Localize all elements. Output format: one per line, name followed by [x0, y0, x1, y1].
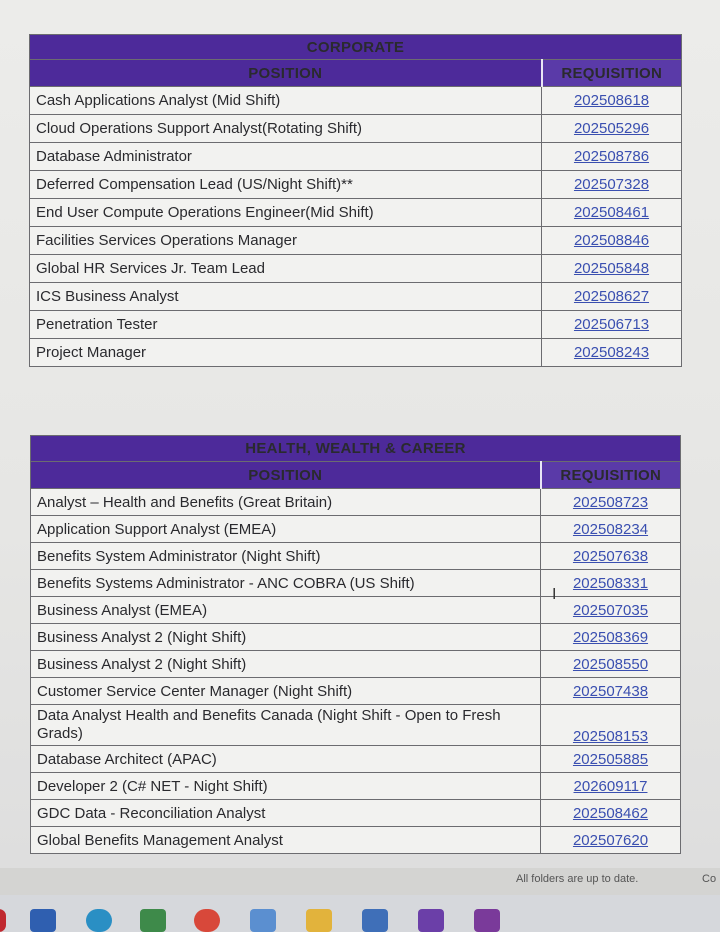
position-column-header: POSITION — [31, 462, 541, 489]
requisition-link[interactable]: 202508618 — [542, 87, 682, 115]
table-row — [30, 227, 682, 255]
corporate-section-title: CORPORATE — [30, 35, 682, 60]
requisition-link[interactable]: 202508461 — [542, 199, 682, 227]
position-cell: Facilities Services Operations Manager — [30, 227, 542, 255]
table-row — [31, 827, 681, 854]
position-cell: Business Analyst 2 (Night Shift) — [31, 651, 541, 678]
position-cell: Benefits Systems Administrator - ANC COBRA (US Shift) — [31, 570, 541, 597]
requisition-link[interactable]: 202508550 — [541, 651, 681, 678]
chrome-icon[interactable] — [194, 909, 220, 932]
health-rows — [31, 489, 681, 854]
table-row — [31, 570, 681, 597]
position-cell: Deferred Compensation Lead (US/Night Shift)** — [30, 171, 542, 199]
table-row — [31, 543, 681, 570]
position-cell: Benefits System Administrator (Night Shift) — [31, 543, 541, 570]
table-row — [31, 746, 681, 773]
position-cell: Analyst – Health and Benefits (Great Britain) — [31, 489, 541, 516]
position-cell: Developer 2 (C# NET - Night Shift) — [31, 773, 541, 800]
excel-icon[interactable] — [140, 909, 166, 932]
table-row — [31, 597, 681, 624]
position-cell: Cloud Operations Support Analyst(Rotating Shift) — [30, 115, 542, 143]
position-cell: End User Compute Operations Engineer(Mid Shift) — [30, 199, 542, 227]
word-icon[interactable] — [362, 909, 388, 932]
table-row — [30, 171, 682, 199]
file-explorer-icon[interactable] — [306, 909, 332, 932]
requisition-link[interactable]: 202507438 — [541, 678, 681, 705]
sync-status-text: All folders are up to date. — [516, 873, 639, 885]
position-cell: Project Manager — [30, 339, 542, 367]
table-row — [30, 339, 682, 367]
onenote-icon[interactable] — [474, 909, 500, 932]
requisition-link[interactable]: 202507328 — [542, 171, 682, 199]
teams-icon[interactable] — [418, 909, 444, 932]
table-row — [30, 311, 682, 339]
position-cell: Cash Applications Analyst (Mid Shift) — [30, 87, 542, 115]
requisition-link[interactable]: 202505885 — [541, 746, 681, 773]
position-cell: Database Administrator — [30, 143, 542, 171]
health-wealth-career-table — [30, 435, 681, 854]
position-cell: Global HR Services Jr. Team Lead — [30, 255, 542, 283]
requisition-link[interactable]: 202508243 — [542, 339, 682, 367]
table-row — [30, 283, 682, 311]
edge-icon[interactable] — [86, 909, 112, 932]
position-column-header: POSITION — [30, 60, 542, 87]
requisition-link[interactable]: 202508786 — [542, 143, 682, 171]
requisition-column-header: REQUISITION — [541, 462, 681, 489]
requisition-link[interactable]: 202505296 — [542, 115, 682, 143]
position-cell: Application Support Analyst (EMEA) — [31, 516, 541, 543]
position-cell: Business Analyst 2 (Night Shift) — [31, 624, 541, 651]
requisition-link[interactable]: 202508369 — [541, 624, 681, 651]
table-row — [31, 705, 681, 746]
table-row — [31, 678, 681, 705]
requisition-link[interactable]: 202506713 — [542, 311, 682, 339]
table-row — [30, 87, 682, 115]
text-cursor-icon: I — [552, 586, 557, 603]
table-row — [30, 143, 682, 171]
position-cell: Penetration Tester — [30, 311, 542, 339]
requisition-link[interactable]: 202508627 — [542, 283, 682, 311]
requisition-link[interactable]: 202508331 — [541, 570, 681, 597]
requisition-link[interactable]: 202508462 — [541, 800, 681, 827]
position-cell: ICS Business Analyst — [30, 283, 542, 311]
azure-icon[interactable] — [250, 909, 276, 932]
requisition-column-header: REQUISITION — [542, 60, 682, 87]
requisition-link[interactable]: 202508723 — [541, 489, 681, 516]
requisition-link[interactable]: 202507620 — [541, 827, 681, 854]
table-row — [30, 199, 682, 227]
position-cell: Database Architect (APAC) — [31, 746, 541, 773]
table-row — [30, 255, 682, 283]
position-cell: GDC Data - Reconciliation Analyst — [31, 800, 541, 827]
requisition-link[interactable]: 202507638 — [541, 543, 681, 570]
corporate-table — [29, 34, 682, 367]
requisition-link[interactable]: 202505848 — [542, 255, 682, 283]
table-row — [31, 489, 681, 516]
requisition-link[interactable]: 202508234 — [541, 516, 681, 543]
table-row — [31, 624, 681, 651]
position-cell: Customer Service Center Manager (Night Shift) — [31, 678, 541, 705]
table-row — [31, 651, 681, 678]
table-row — [31, 773, 681, 800]
position-cell: Global Benefits Management Analyst — [31, 827, 541, 854]
position-cell: Data Analyst Health and Benefits Canada (Night Shift - Open to Fresh Grads) — [31, 705, 541, 746]
requisition-link[interactable]: 202508846 — [542, 227, 682, 255]
requisition-link[interactable]: 202507035 — [541, 597, 681, 624]
position-cell: Business Analyst (EMEA) — [31, 597, 541, 624]
requisition-link[interactable]: 202609117 — [541, 773, 681, 800]
table-row — [31, 516, 681, 543]
status-right-text: Co — [702, 873, 717, 885]
table-row — [31, 800, 681, 827]
health-section-title: HEALTH, WEALTH & CAREER — [31, 436, 681, 462]
requisition-link[interactable]: 202508153 — [541, 705, 681, 746]
table-row — [30, 115, 682, 143]
outlook-icon[interactable] — [30, 909, 56, 932]
corporate-rows — [30, 87, 682, 367]
